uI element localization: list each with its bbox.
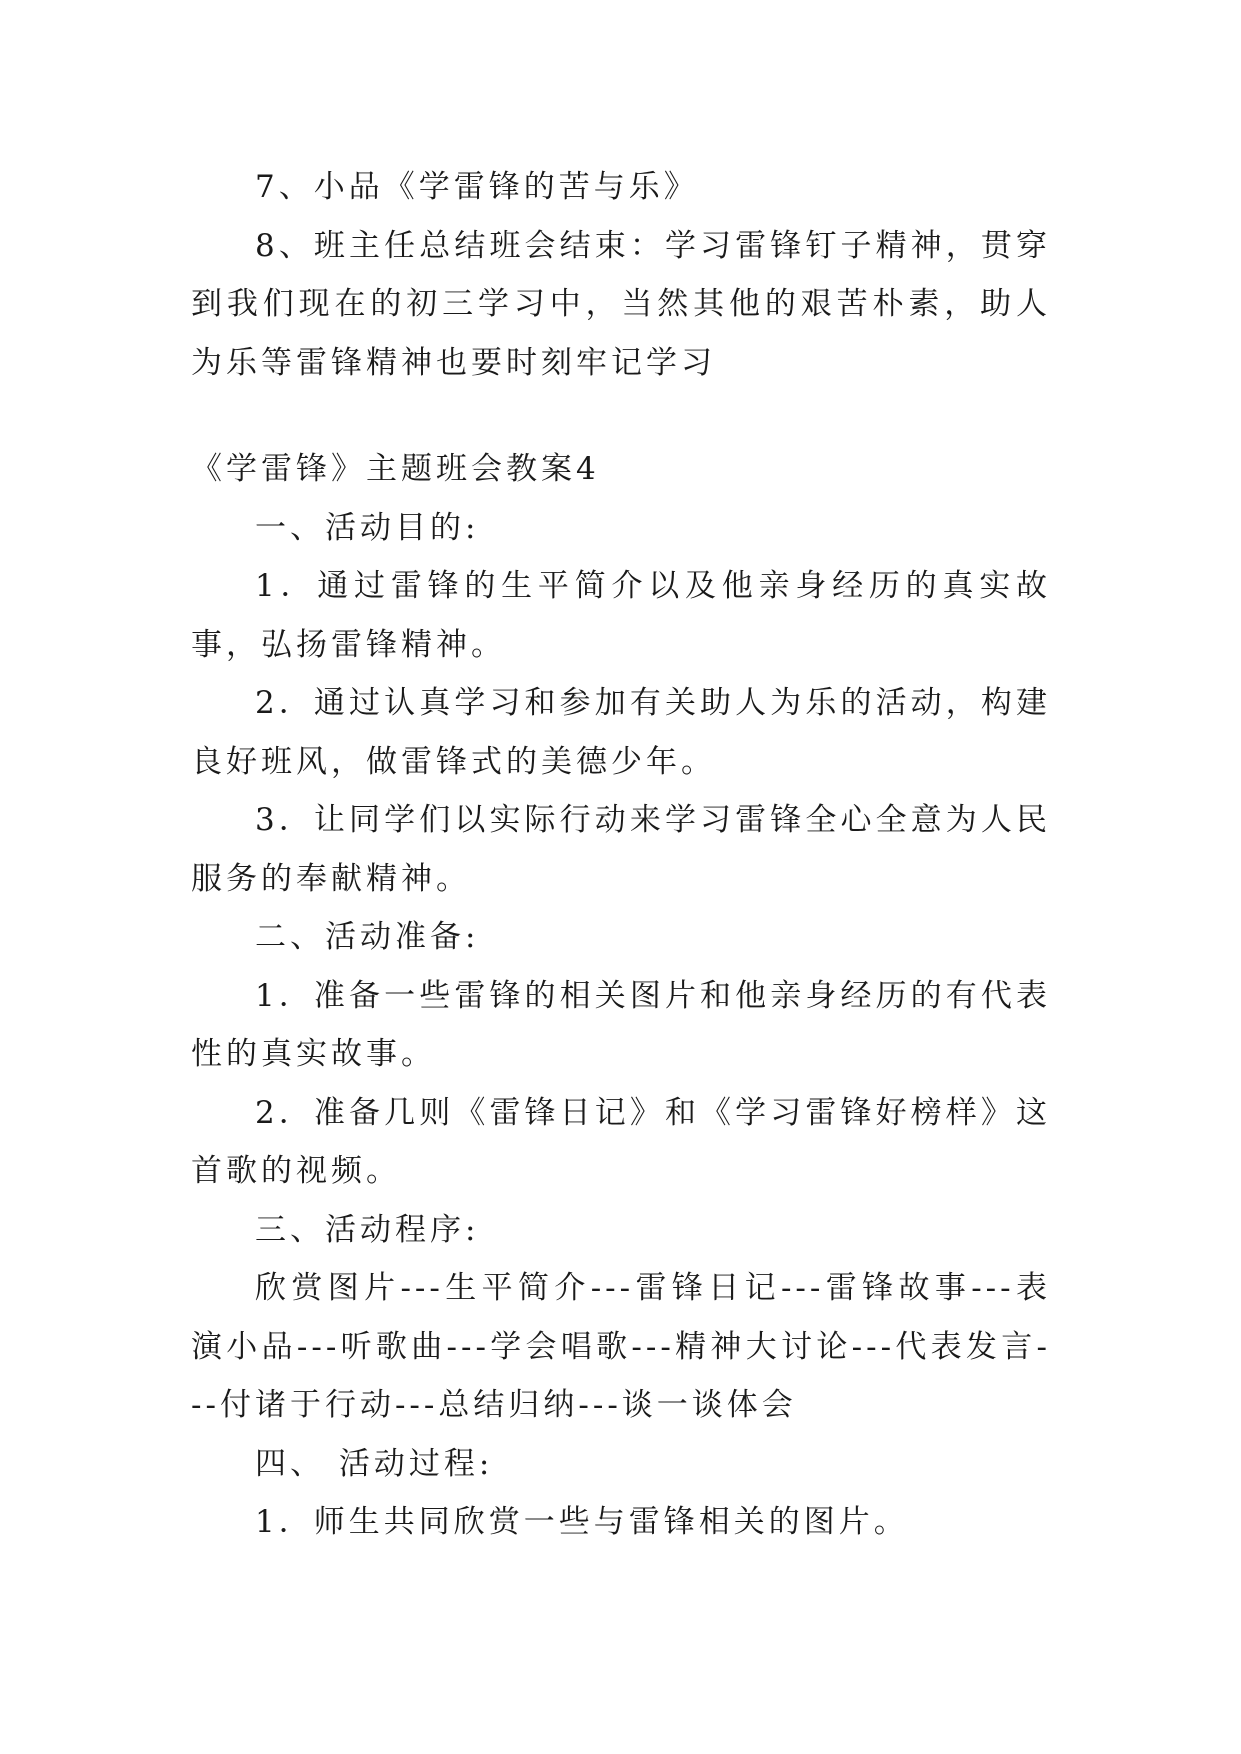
process-item-1: 1．师生共同欣赏一些与雷锋相关的图片。 bbox=[255, 1504, 909, 1540]
paragraph-item-7: 7、小品《学雷锋的苦与乐》 bbox=[255, 169, 699, 205]
heading-activity-procedure: 三、活动程序: bbox=[255, 1211, 480, 1248]
goal-item-2: 2．通过认真学习和参加有关助人为乐的活动，构建良好班风，做雷锋式的美德少年。 bbox=[191, 685, 1051, 780]
section-title: 《学雷锋》主题班会教案4 bbox=[191, 451, 600, 487]
preparation-item-1: 1．准备一些雷锋的相关图片和他亲身经历的有代表性的真实故事。 bbox=[191, 977, 1051, 1072]
heading-activity-preparation: 二、活动准备: bbox=[255, 919, 480, 955]
section-spacer bbox=[191, 392, 1051, 440]
document-body bbox=[191, 158, 1051, 1552]
goal-item-3: 3．让同学们以实际行动来学习雷锋全心全意为人民服务的奉献精神。 bbox=[191, 802, 1051, 897]
procedure-sequence: 欣赏图片---生平简介---雷锋日记---雷锋故事---表演小品---听歌曲---学会唱歌---精神大讨论---代表发言---付诸于行动---总结归纳---谈一谈体会 bbox=[191, 1270, 1051, 1423]
goal-item-1: 1．通过雷锋的生平简介以及他亲身经历的真实故事，弘扬雷锋精神。 bbox=[191, 568, 1051, 663]
heading-activity-process: 四、 活动过程: bbox=[255, 1445, 494, 1482]
paragraph-item-8-summary: 8、班主任总结班会结束：学习雷锋钉子精神，贯穿到我们现在的初三学习中，当然其他的艰苦朴素，助人为乐等雷锋精神也要时刻牢记学习 bbox=[191, 227, 1051, 381]
preparation-item-2: 2．准备几则《雷锋日记》和《学习雷锋好榜样》这首歌的视频。 bbox=[191, 1094, 1051, 1189]
heading-activity-goals: 一、活动目的: bbox=[255, 509, 480, 546]
